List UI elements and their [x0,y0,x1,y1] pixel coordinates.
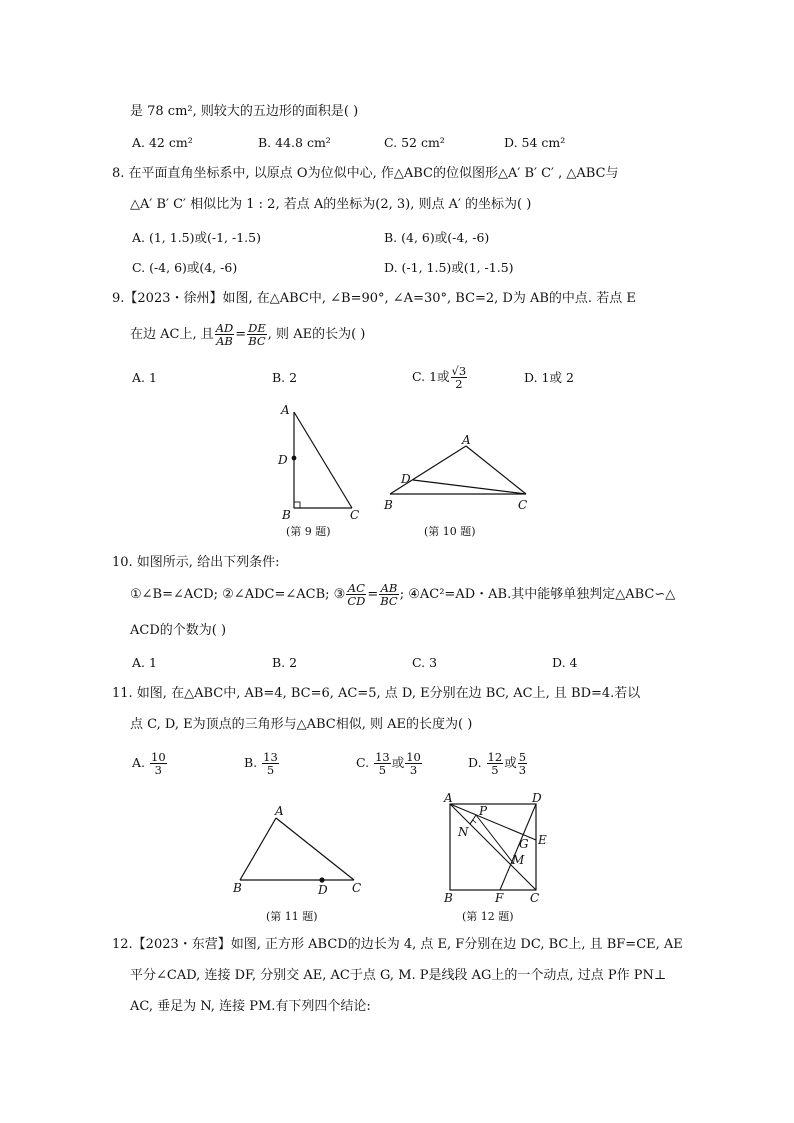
q10-option-d: D. 4 [552,655,578,670]
label-c: C [518,498,528,512]
q7-option-b: B. 44.8 cm² [258,135,331,150]
q9-option-c [412,362,468,392]
q12-text-line1: 12.【2023・东营】如图, 正方形 ABCD的边长为 4, 点 E, F分别在边 DC, BC上, 且 BF=CE, AE [112,937,683,952]
label-b: B [444,891,453,905]
q10-equals: = [367,587,379,602]
q7-option-c: C. 52 cm² [384,135,445,150]
label-a: A [462,433,471,447]
q10-option-a: A. 1 [132,655,157,670]
fraction-den: 5 [378,763,387,777]
label-a: A [275,804,284,818]
label-m: M [512,853,525,867]
point-d [292,456,297,461]
q9-option-b: B. 2 [272,370,298,385]
q8-option-a: A. (1, 1.5)或(-1, -1.5) [132,230,261,245]
label-f: F [495,891,504,905]
q12-text-line2: 平分∠CAD, 连接 DF, 分别交 AE, AC于点 G, M. P是线段 AG上的一个动点, 过点 P作 PN⊥ [130,968,667,983]
q10-fraction-num: AC [347,581,365,595]
q8-text-line1: 8. 在平面直角坐标系中, 以原点 O为位似中心, 作△ABC的位似图形△A′ B′ C′ , △ABC与 [112,166,619,181]
q10-fraction-ab-bc [379,582,398,607]
q10-fraction-den: BC [380,594,398,608]
label-d: D [278,453,288,467]
label-d: D [532,792,542,805]
q10-conditions-part: ; ④AC²=AD・AB.其中能够单独判定△ABC∽△ [399,587,676,602]
q10-option-c: C. 3 [412,655,438,670]
label-b: B [282,508,291,522]
q11-option-label: A. [132,755,146,770]
q11-option-a [132,748,168,778]
q12-text-line3: AC, 垂足为 N, 连接 PM.有下列四个结论: [130,999,371,1014]
q9-option-c-den: 2 [455,377,463,391]
fraction-den: 3 [154,763,162,777]
figure-q12 [440,792,555,928]
label-p: P [479,804,488,818]
fraction-num: 13 [263,750,278,764]
q9-option-c-label: C. 1或 [412,369,450,384]
q9-text-line1: 9.【2023・徐州】如图, 在△ABC中, ∠B=90°, ∠A=30°, BC=2, D为 AB的中点. 若点 E [112,291,636,306]
label-c: C [350,508,360,522]
q9-fraction-den: AB [216,334,233,348]
q9-option-c-fraction [451,365,468,390]
label-b: B [233,881,242,895]
q9-option-a: A. 1 [132,370,157,385]
label-d: D [401,472,411,486]
figure-caption: (第 9 题) [286,525,331,538]
label-c: C [352,881,362,895]
q9-option-d: D. 1或 2 [524,370,574,385]
q11-option-label: D. [468,755,482,770]
q11-option-c-fraction-1 [374,751,391,776]
q11-option-label: C. [356,755,370,770]
figure-caption: (第 10 题) [424,525,476,538]
fraction-num: 5 [518,750,527,764]
label-c: C [530,891,540,905]
q10-text-line1: 10. 如图所示, 给出下列条件: [112,555,280,570]
fraction-num: 10 [151,750,166,764]
q10-text-line3: ACD的个数为( ) [130,623,227,638]
q11-option-a-fraction [150,751,167,776]
point-d [319,877,324,882]
label-e: E [538,833,547,847]
q8-option-b: B. (4, 6)或(-4, -6) [384,230,490,245]
q11-text-line1: 11. 如图, 在△ABC中, AB=4, BC=6, AC=5, 点 D, E分别在边 BC, AC上, 且 BD=4.若以 [112,686,641,701]
right-angle-mark [294,502,300,508]
fraction-den: 3 [518,763,527,777]
fraction-num: 12 [487,750,503,764]
figure-q10 [378,428,538,543]
q10-option-b: B. 2 [272,655,298,670]
q9-fraction-num: DE [248,321,266,335]
q11-option-d-fraction-1 [487,751,504,776]
q11-option-or: 或 [504,755,517,770]
q11-text-line2: 点 C, D, E为顶点的三角形与△ABC相似, 则 AE的长度为( ) [130,717,473,732]
figure-caption: (第 11 题) [266,910,318,923]
q7-option-d: D. 54 cm² [504,135,566,150]
q10-conditions-part: ①∠B=∠ACD; ②∠ADC=∠ACB; ③ [130,587,346,602]
q7-text: 是 78 cm², 则较大的五边形的面积是( ) [130,104,359,119]
q9-fraction-ad-ab [215,322,235,347]
label-a: A [281,403,290,417]
q9-text-line2 [130,320,365,350]
q9-fraction-den: BC [248,334,266,348]
fraction-den: 5 [491,763,499,777]
q10-fraction-ac-cd [346,582,366,607]
q9-option-c-num: √3 [451,364,467,378]
q11-option-d [468,748,528,778]
q11-option-b [244,748,280,778]
q11-option-d-fraction-2 [518,751,527,776]
q11-option-b-fraction [262,751,279,776]
segment-ac [466,446,526,494]
label-n: N [458,825,469,839]
q9-text-part: 在边 AC上, 且 [130,327,214,342]
fraction-den: 3 [409,763,418,777]
figure-q11 [226,800,376,928]
q10-fraction-den: CD [347,594,366,608]
segment-ac [294,412,352,508]
q11-option-c-fraction-2 [405,751,422,776]
q11-option-or: 或 [391,755,405,770]
q9-fraction-de-bc [247,322,267,347]
segment-df [500,804,536,890]
q11-option-label: B. [244,755,258,770]
q8-option-d: D. (-1, 1.5)或(1, -1.5) [384,260,514,275]
figure-q9 [270,398,370,543]
fraction-den: 5 [266,763,275,777]
q9-text-part: , 则 AE的长为( ) [267,327,366,342]
segment-cd [413,480,526,494]
label-d: D [318,883,328,897]
segment-ab [390,446,466,494]
q11-option-c [356,748,423,778]
q8-option-c: C. (-4, 6)或(4, -6) [132,260,238,275]
figure-caption: (第 12 题) [462,910,514,923]
q9-equals: = [235,327,247,342]
label-g: G [519,837,529,851]
label-a: A [444,792,453,805]
segment-ac [276,818,354,880]
q8-text-line2: △A′ B′ C′ 相似比为 1 : 2, 若点 A的坐标为(2, 3), 则点 A′ 的坐标为( ) [130,197,532,212]
q7-option-a: A. 42 cm² [132,135,193,150]
segment-ab [240,818,276,880]
fraction-num: 13 [375,750,390,764]
label-b: B [384,498,393,512]
q9-fraction-num: AD [215,321,234,335]
q10-fraction-num: AB [380,581,398,595]
q10-text-line2 [130,580,675,610]
fraction-num: 10 [406,750,421,764]
